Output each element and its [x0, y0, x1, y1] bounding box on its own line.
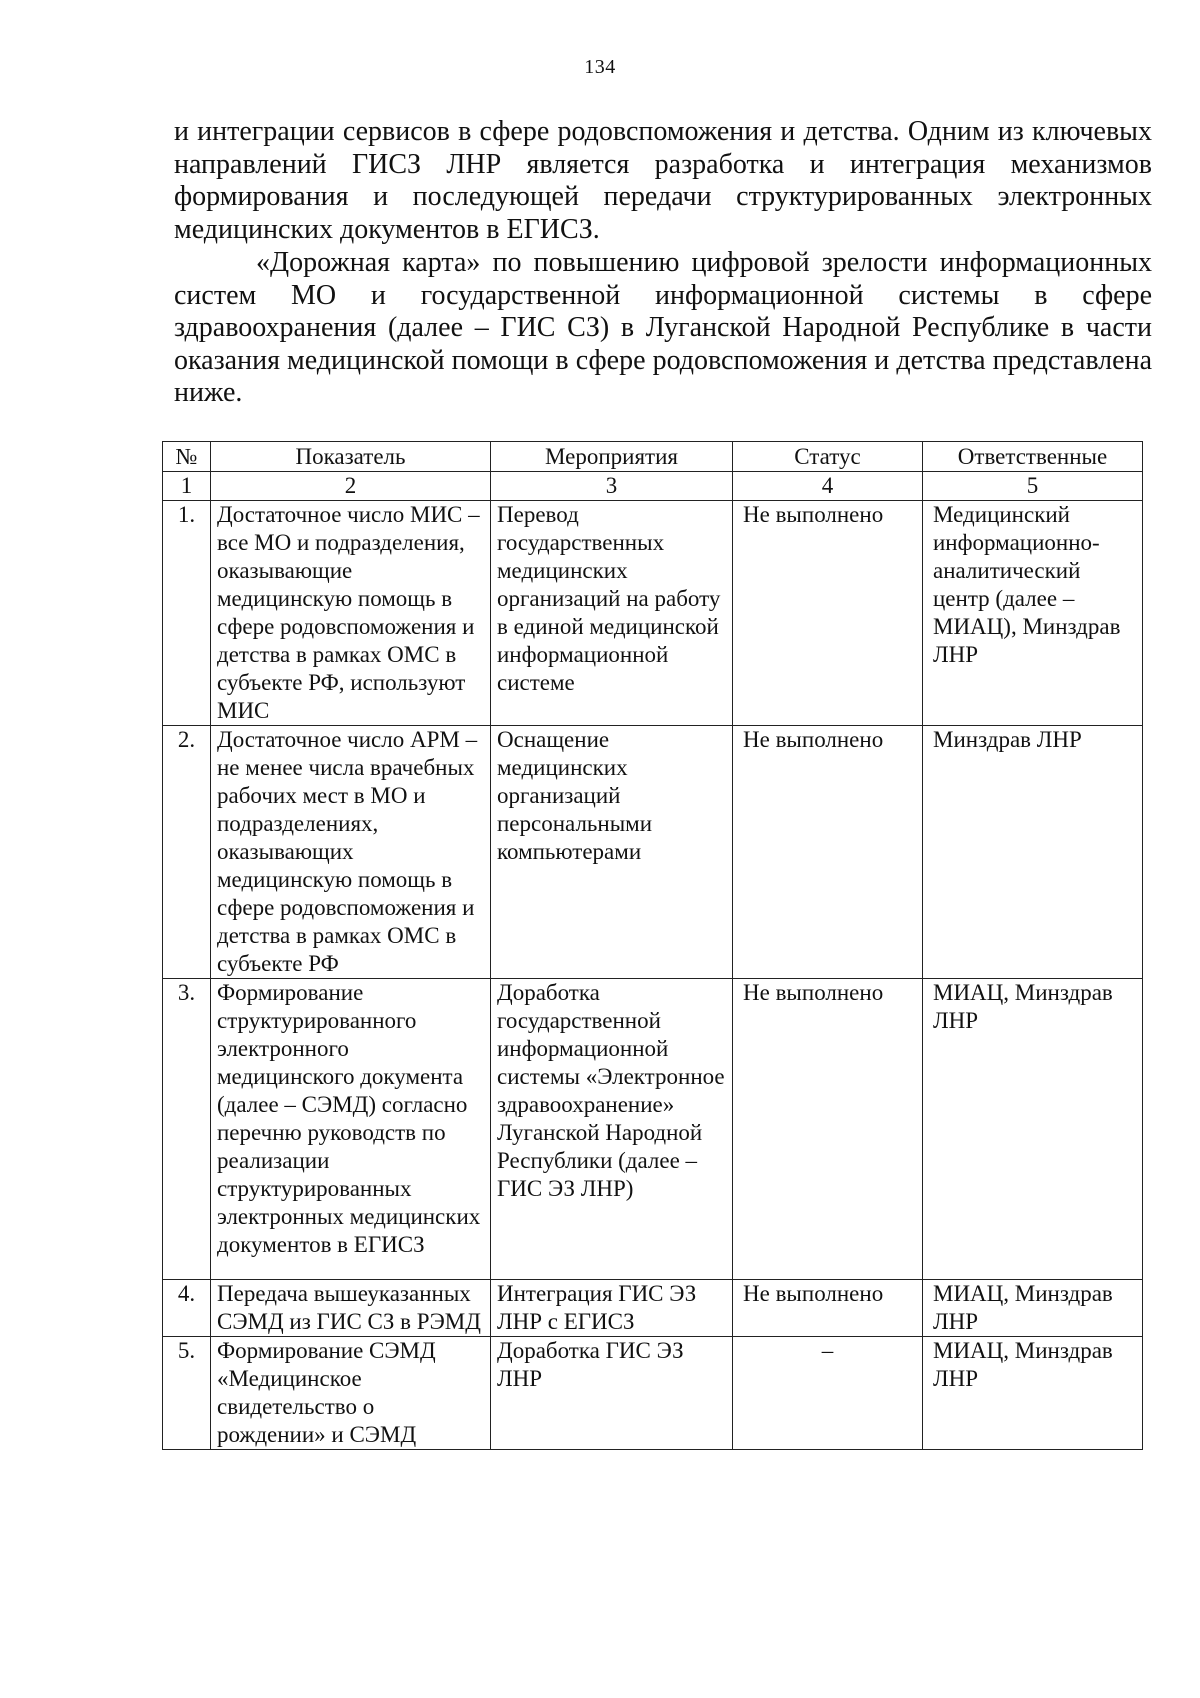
row-status: Не выполнено: [733, 979, 923, 1280]
row-status: Не выполнено: [733, 726, 923, 979]
row-indicator: Формирование структурированного электронного медицинского документа (далее – СЭМД) согласно перечню руководств по реализации структурированных электронных медицинских документов в ЕГИСЗ: [211, 979, 491, 1280]
column-number: 1: [163, 472, 211, 501]
row-number: 3.: [163, 979, 211, 1280]
paragraph-roadmap: «Дорожная карта» по повышению цифровой зрелости информационных систем МО и государственной информационной системы в сфере здравоохранения (далее – ГИС СЗ) в Луганской Народной Республике в части оказания медицинской помощи в сфере родовспоможения и детства представлена ниже.: [174, 247, 1152, 409]
table-row: [163, 1337, 1143, 1450]
column-number: 2: [211, 472, 491, 501]
header-actions: Мероприятия: [491, 442, 733, 472]
row-action: Доработка государственной информационной системы «Электронное здравоохранение» Луганской Народной Республики (далее – ГИС ЭЗ ЛНР): [491, 979, 733, 1280]
paragraph-intro: и интеграции сервисов в сфере родовспоможения и детства. Одним из ключевых направлений ГИСЗ ЛНР является разработка и интеграция механизмов формирования и последующей передачи структурированных электронных медицинских документов в ЕГИСЗ.: [174, 116, 1152, 245]
header-number: №: [163, 442, 211, 472]
column-number: 5: [923, 472, 1143, 501]
row-action: Оснащение медицинских организаций персональными компьютерами: [491, 726, 733, 979]
row-action: Перевод государственных медицинских организаций на работу в единой медицинской информационной системе: [491, 501, 733, 726]
column-number: 3: [491, 472, 733, 501]
page-number: 134: [584, 56, 616, 78]
column-numbers-row: [163, 472, 1143, 501]
table-row: [163, 979, 1143, 1280]
row-number: 4.: [163, 1280, 211, 1337]
row-number: 5.: [163, 1337, 211, 1450]
row-status: –: [733, 1337, 923, 1450]
roadmap-table: [162, 441, 1143, 1450]
column-number: 4: [733, 472, 923, 501]
row-responsible: МИАЦ, Минздрав ЛНР: [923, 1337, 1143, 1450]
row-responsible: Медицинский информационно-аналитический центр (далее – МИАЦ), Минздрав ЛНР: [923, 501, 1143, 726]
table-row: [163, 501, 1143, 726]
table-row: [163, 726, 1143, 979]
row-number: 2.: [163, 726, 211, 979]
row-indicator: Достаточное число МИС – все МО и подразделения, оказывающие медицинскую помощь в сфере родовспоможения и детства в рамках ОМС в субъекте РФ, используют МИС: [211, 501, 491, 726]
table-header-row: [163, 442, 1143, 472]
row-responsible: МИАЦ, Минздрав ЛНР: [923, 1280, 1143, 1337]
row-responsible: МИАЦ, Минздрав ЛНР: [923, 979, 1143, 1280]
table-row: [163, 1280, 1143, 1337]
header-indicator: Показатель: [211, 442, 491, 472]
row-indicator: Передача вышеуказанных СЭМД из ГИС СЗ в РЭМД: [211, 1280, 491, 1337]
row-status: Не выполнено: [733, 1280, 923, 1337]
row-action: Доработка ГИС ЭЗ ЛНР: [491, 1337, 733, 1450]
row-number: 1.: [163, 501, 211, 726]
row-status: Не выполнено: [733, 501, 923, 726]
header-status: Статус: [733, 442, 923, 472]
row-indicator: Достаточное число АРМ – не менее числа врачебных рабочих мест в МО и подразделениях, оказывающих медицинскую помощь в сфере родовспоможения и детства в рамках ОМС в субъекте РФ: [211, 726, 491, 979]
row-indicator: Формирование СЭМД «Медицинское свидетельство о рождении» и СЭМД: [211, 1337, 491, 1450]
row-action: Интеграция ГИС ЭЗ ЛНР с ЕГИСЗ: [491, 1280, 733, 1337]
row-responsible: Минздрав ЛНР: [923, 726, 1143, 979]
header-responsible: Ответственные: [923, 442, 1143, 472]
